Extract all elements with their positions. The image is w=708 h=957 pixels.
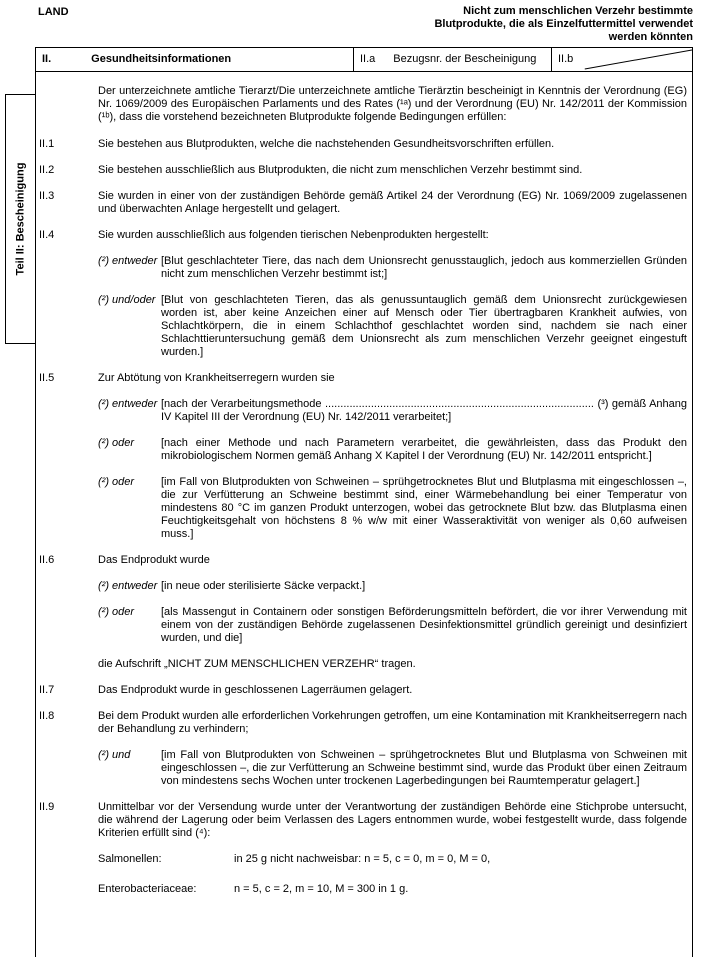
item-text: Sie wurden in einer von der zuständigen Behörde gemäß Artikel 24 der Verordnung (EG) Nr. 1069/2009 zugelassenen und überwachten Anlage hergestellt und gelagert. <box>98 190 687 215</box>
option-label: (²) oder <box>98 606 135 618</box>
criterion-label: Salmonellen: <box>98 853 162 865</box>
option-label: (²) entweder <box>98 255 158 267</box>
item-ii8-option-und <box>98 749 687 788</box>
option-text: [Blut geschlachteter Tiere, das nach dem Unionsrecht genusstauglich, jedoch aus kommerziellen Gründen nicht zum menschlichen Verzehr bestimmt ist;] <box>161 255 687 280</box>
item-ii1 <box>36 138 687 151</box>
criterion-value: in 25 g nicht nachweisbar: n = 5, c = 0, m = 0, M = 0, <box>234 853 491 865</box>
option-label: (²) und/oder <box>98 294 156 306</box>
item-number: II.6 <box>39 554 55 566</box>
section-header-table <box>35 47 693 72</box>
item-ii5-option-oder-1 <box>98 437 687 463</box>
item-number: II.9 <box>39 801 55 813</box>
option-label: (²) und <box>98 749 131 761</box>
header-cell-iib <box>551 48 692 71</box>
item-ii4-option-entweder <box>98 255 687 281</box>
item-text: Das Endprodukt wurde <box>98 554 210 566</box>
criterion-value: n = 5, c = 2, m = 10, M = 300 in 1 g. <box>234 883 409 895</box>
item-ii8 <box>36 710 687 736</box>
part-ii-side-tab-label: Teil II: Bescheinigung <box>14 162 26 276</box>
item-ii4 <box>36 229 687 242</box>
header-cell-iib-num: II.b <box>558 53 574 65</box>
item-ii9 <box>36 801 687 840</box>
item-ii6-option-oder <box>98 606 687 645</box>
option-label: (²) oder <box>98 437 135 449</box>
header-cell-health-info <box>36 48 353 71</box>
item-ii7 <box>36 684 687 697</box>
document-title-line-2: Blutprodukte, die als Einzelfuttermittel verwendet <box>434 18 693 30</box>
part-ii-side-tab <box>5 94 36 344</box>
criterion-label: Enterobacteriaceae: <box>98 883 197 895</box>
header-cell-ii-num: II. <box>42 53 52 65</box>
item-text: Zur Abtötung von Krankheitserregern wurden sie <box>98 372 335 384</box>
item-ii5-option-entweder <box>98 398 687 424</box>
item-number: II.2 <box>39 164 55 176</box>
option-text: [im Fall von Blutprodukten von Schweinen – sprühgetrocknetes Blut und Blutplasma von Schweinen mit eingeschlossen –, die zur Verfütterung an Schweine bestimmt sind, wurde das Produkt über einen Zeitraum von mindestens sechs Wochen unter trockenen Lagerbedingungen bei Raumtemperatur gelagert.] <box>161 749 687 787</box>
item-number: II.4 <box>39 229 55 241</box>
criterion-enterobacteriaceae <box>98 883 687 896</box>
item-ii5 <box>36 372 687 385</box>
option-text: [nach der Verarbeitungsmethode ........................................................................................ (³) gemäß Anhang IV Kapitel III der Verordnung (EU) Nr. 142/2011 verarbeitet;] <box>161 398 687 423</box>
health-information-body <box>35 72 693 957</box>
item-text: Unmittelbar vor der Versendung wurde unter der Verantwortung der zuständigen Behörde eine Stichprobe untersucht, die während der Lagerung oder beim Verlassen des Lagers entnommen wurde, wobei festgestellt wurde, dass folgende Kriterien erfüllt sind (⁴): <box>98 801 687 839</box>
document-title <box>434 5 693 44</box>
document-title-line-1: Nicht zum menschlichen Verzehr bestimmte <box>463 5 693 17</box>
item-ii2 <box>36 164 687 177</box>
item-ii5-option-oder-2 <box>98 476 687 541</box>
option-text: [nach einer Methode und nach Parametern verarbeitet, die gewährleisten, dass das Produkt den mikrobiologischem Normen gemäß Anhang X Kapitel I der Verordnung (EU) Nr. 142/2011 entspricht.] <box>161 437 687 462</box>
option-text: [als Massengut in Containern oder sonstigen Beförderungsmitteln befördert, die vor ihrer Verwendung mit einem von der zuständigen Behörde zugelassenen Desinfektionsmittel gründlich gereinigt und desinfiziert wurden, und die] <box>161 606 687 644</box>
item-ii3 <box>36 190 687 216</box>
item-ii4-option-undoder <box>98 294 687 359</box>
diagonal-strike-line <box>552 48 692 71</box>
item-text: Sie wurden ausschließlich aus folgenden tierischen Nebenprodukten hergestellt: <box>98 229 489 241</box>
option-label: (²) entweder <box>98 398 158 410</box>
option-text: [in neue oder sterilisierte Säcke verpackt.] <box>161 580 366 592</box>
item-ii6-closing-text: die Aufschrift „NICHT ZUM MENSCHLICHEN VERZEHR“ tragen. <box>98 658 416 670</box>
item-ii6 <box>36 554 687 567</box>
item-number: II.5 <box>39 372 55 384</box>
item-text: Sie bestehen ausschließlich aus Blutprodukten, die nicht zum menschlichen Verzehr bestimmt sind. <box>98 164 583 176</box>
item-number: II.7 <box>39 684 55 696</box>
item-text: Sie bestehen aus Blutprodukten, welche die nachstehenden Gesundheitsvorschriften erfüllen. <box>98 138 555 150</box>
item-number: II.3 <box>39 190 55 202</box>
intro-paragraph: Der unterzeichnete amtliche Tierarzt/Die unterzeichnete amtliche Tierärztin bescheinigt in Kenntnis der Verordnung (EG) Nr. 1069/2009 des Europäischen Parlaments und des Rates (¹ᵃ) und der Verordnung (EU) Nr. 142/2011 der Kommission (¹ᵇ), dass die vorstehend bezeichneten Blutprodukte folgende Bedingungen erfüllen: <box>98 85 687 123</box>
land-label: LAND <box>38 6 69 18</box>
item-number: II.1 <box>39 138 55 150</box>
document-title-line-3: werden könnten <box>608 31 693 43</box>
criterion-salmonellen <box>98 853 687 866</box>
option-label: (²) entweder <box>98 580 158 592</box>
option-label: (²) oder <box>98 476 135 488</box>
option-text: [im Fall von Blutprodukten von Schweinen – sprühgetrocknetes Blut und Blutplasma mit eingeschlossen –, die zur Verfütterung an Schweine bestimmt sind, einer Wärmebehandlung bei einer Temperatur von mindestens 80 °C im ganzen Produkt unterzogen, wobei das getrocknete Blut bzw. das Blutplasma einen Feuchtigkeitsgehalt von höchstens 8 % w/w mit einer Wasseraktivität von weniger als 0,60 aufweisen muss.] <box>161 476 687 540</box>
header-cell-iia-num: II.a <box>360 53 376 65</box>
option-text: [Blut von geschlachteten Tieren, das als genussuntauglich gemäß dem Unionsrecht zurückgewiesen worden ist, aber keine Anzeichen einer auf Mensch oder Tier übertragbaren Krankheit aufwies, von Schlachtkörpern, die in einem Schlachthof geschlachtet worden sind, nachdem sie nach einer Schlachttieruntersuchung gemäß dem Unionsrecht als zum menschlichen Verzehr geeignet eingestuft wurden.] <box>161 294 687 358</box>
header-cell-reference-number <box>353 48 551 71</box>
item-text: Das Endprodukt wurde in geschlossenen Lagerräumen gelagert. <box>98 684 413 696</box>
item-number: II.8 <box>39 710 55 722</box>
item-ii6-option-entweder <box>98 580 687 593</box>
header-cell-iia-title: Bezugsnr. der Bescheinigung <box>393 53 537 65</box>
header-cell-ii-title: Gesundheitsinformationen <box>91 53 232 65</box>
item-text: Bei dem Produkt wurden alle erforderlichen Vorkehrungen getroffen, um eine Kontamination mit Krankheitserregern nach der Behandlung zu verhindern; <box>98 710 687 735</box>
